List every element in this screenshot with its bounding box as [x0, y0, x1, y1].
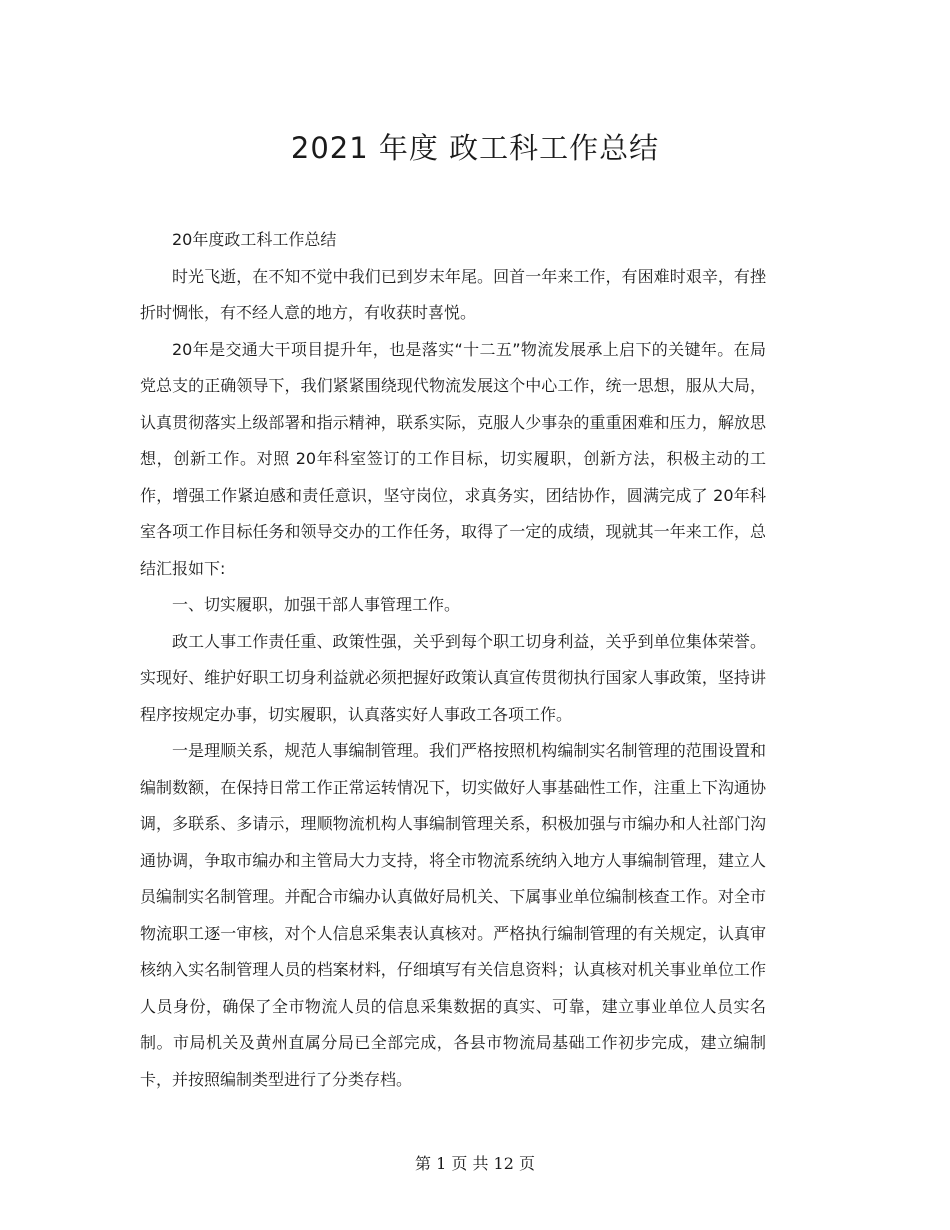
page-number-footer: 第 1 页 共 12 页	[415, 1154, 535, 1173]
paragraph: 一是理顺关系，规范人事编制管理。我们严格按照机构编制实名制管理的范围设置和编制数额，在保持日常工作正常运转情况下，切实做好人事基础性工作，注重上下沟通协调，多联系、多请示，理顺物流机构人事编制管理关系，积极加强与市编办和人社部门沟通协调，争取市编办和主管局大力支持，将全市物流系统纳入地方人事编制管理，建立人员编制实名制管理。并配合市编办认真做好局机关、下属事业单位编制核查工作。对全市物流职工逐一审核，对个人信息采集表认真核对。严格执行编制管理的有关规定，认真审核纳入实名制管理人员的档案材料，仔细填写有关信息资料；认真核对机关事业单位工作人员身份，确保了全市物流人员的信息采集数据的真实、可靠，建立事业单位人员实名制。市局机关及黄州直属分局已全部完成，各县市物流局基础工作初步完成，建立编制卡，并按照编制类型进行了分类存档。	[140, 741, 766, 1089]
paragraph: 20年是交通大干项目提升年，也是落实“十二五”物流发展承上启下的关键年。在局党总支的正确领导下，我们紧紧围绕现代物流发展这个中心工作，统一思想，服从大局，认真贯彻落实上级部署和指示精神，联系实际，克服人少事杂的重重困难和压力，解放思想，创新工作。对照 20年科室签订的工作目标，切实履职，创新方法，积极主动的工作，增强工作紧迫感和责任意识，坚守岗位，求真务实，团结协作，圆满完成了 20年科室各项工作目标任务和领导交办的工作任务，取得了一定的成绩，现就其一年来工作，总结汇报如下:	[140, 339, 766, 578]
paragraph: 政工人事工作责任重、政策性强，关乎到每个职工切身利益，关乎到单位集体荣誉。实现好、维护好职工切身利益就必须把握好政策认真宣传贯彻执行国家人事政策，坚持讲程序按规定办事，切实履职，认真落实好人事政工各项工作。	[140, 631, 766, 724]
section-heading: 一、切实履职，加强干部人事管理工作。	[172, 595, 461, 614]
document-body	[140, 222, 766, 1098]
paragraph: 时光飞逝，在不知不觉中我们已到岁末年尾。回首一年来工作，有困难时艰辛，有挫折时惆怅，有不经人意的地方，有收获时喜悦。	[140, 266, 766, 322]
paragraph-heading: 20年度政工科工作总结	[172, 230, 337, 249]
document-title: 2021 年度 政工科工作总结	[290, 131, 660, 165]
